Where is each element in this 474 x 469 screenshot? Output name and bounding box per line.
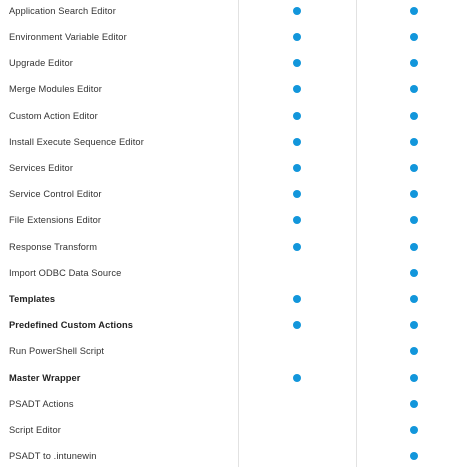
availability-cell-2 bbox=[406, 76, 422, 102]
table-row bbox=[0, 0, 474, 24]
availability-cell-2 bbox=[406, 286, 422, 312]
availability-cell-1 bbox=[289, 76, 305, 102]
feature-label: File Extensions Editor bbox=[9, 215, 102, 226]
availability-cell-1 bbox=[289, 443, 305, 469]
feature-label: Custom Action Editor bbox=[9, 110, 98, 121]
feature-label: Import ODBC Data Source bbox=[9, 267, 122, 278]
availability-cell-1 bbox=[289, 391, 305, 417]
included-dot-icon bbox=[410, 85, 418, 93]
included-dot-icon bbox=[293, 321, 301, 329]
included-dot-icon bbox=[410, 426, 418, 434]
table-row bbox=[0, 312, 474, 338]
availability-cell-1 bbox=[289, 260, 305, 286]
feature-label: Predefined Custom Actions bbox=[9, 320, 134, 331]
included-dot-icon bbox=[410, 164, 418, 172]
availability-cell-2 bbox=[406, 50, 422, 76]
included-dot-icon bbox=[410, 59, 418, 67]
availability-cell-2 bbox=[406, 443, 422, 469]
included-dot-icon bbox=[410, 295, 418, 303]
feature-label: Response Transform bbox=[9, 241, 98, 252]
included-dot-icon bbox=[293, 112, 301, 120]
included-dot-icon bbox=[410, 269, 418, 277]
table-row bbox=[0, 365, 474, 391]
availability-cell-2 bbox=[406, 234, 422, 260]
availability-cell-1 bbox=[289, 207, 305, 233]
availability-cell-2 bbox=[406, 181, 422, 207]
availability-cell-1 bbox=[289, 286, 305, 312]
availability-cell-1 bbox=[289, 312, 305, 338]
feature-label: Service Control Editor bbox=[9, 189, 102, 200]
included-dot-icon bbox=[293, 190, 301, 198]
included-dot-icon bbox=[410, 138, 418, 146]
table-row bbox=[0, 391, 474, 417]
included-dot-icon bbox=[410, 33, 418, 41]
table-row bbox=[0, 181, 474, 207]
table-row bbox=[0, 234, 474, 260]
availability-cell-1 bbox=[289, 0, 305, 24]
included-dot-icon bbox=[293, 138, 301, 146]
table-row bbox=[0, 155, 474, 181]
availability-cell-2 bbox=[406, 129, 422, 155]
table-row bbox=[0, 286, 474, 312]
availability-cell-2 bbox=[406, 103, 422, 129]
availability-cell-1 bbox=[289, 365, 305, 391]
included-dot-icon bbox=[410, 347, 418, 355]
availability-cell-2 bbox=[406, 312, 422, 338]
table-row bbox=[0, 417, 474, 443]
availability-cell-2 bbox=[406, 417, 422, 443]
table-row bbox=[0, 260, 474, 286]
availability-cell-1 bbox=[289, 181, 305, 207]
availability-cell-1 bbox=[289, 338, 305, 364]
included-dot-icon bbox=[410, 216, 418, 224]
included-dot-icon bbox=[293, 216, 301, 224]
included-dot-icon bbox=[293, 85, 301, 93]
table-row bbox=[0, 338, 474, 364]
feature-label: Merge Modules Editor bbox=[9, 84, 102, 95]
feature-label: Templates bbox=[9, 294, 56, 305]
table-row bbox=[0, 443, 474, 469]
table-row bbox=[0, 24, 474, 50]
included-dot-icon bbox=[410, 321, 418, 329]
availability-cell-2 bbox=[406, 365, 422, 391]
included-dot-icon bbox=[293, 33, 301, 41]
availability-cell-1 bbox=[289, 24, 305, 50]
availability-cell-2 bbox=[406, 207, 422, 233]
feature-label: PSADT to .intunewin bbox=[9, 451, 97, 462]
feature-label: Upgrade Editor bbox=[9, 58, 73, 69]
included-dot-icon bbox=[293, 59, 301, 67]
feature-label: Run PowerShell Script bbox=[9, 346, 105, 357]
included-dot-icon bbox=[293, 374, 301, 382]
included-dot-icon bbox=[410, 452, 418, 460]
included-dot-icon bbox=[293, 7, 301, 15]
included-dot-icon bbox=[410, 190, 418, 198]
table-row bbox=[0, 129, 474, 155]
availability-cell-2 bbox=[406, 0, 422, 24]
availability-cell-1 bbox=[289, 155, 305, 181]
feature-label: Environment Variable Editor bbox=[9, 32, 127, 43]
availability-cell-1 bbox=[289, 129, 305, 155]
availability-cell-2 bbox=[406, 24, 422, 50]
feature-label: Application Search Editor bbox=[9, 5, 116, 16]
feature-label: Services Editor bbox=[9, 163, 74, 174]
feature-label: Script Editor bbox=[9, 425, 61, 436]
feature-label: PSADT Actions bbox=[9, 398, 74, 409]
availability-cell-2 bbox=[406, 338, 422, 364]
table-row bbox=[0, 50, 474, 76]
included-dot-icon bbox=[410, 7, 418, 15]
included-dot-icon bbox=[410, 243, 418, 251]
availability-cell-1 bbox=[289, 103, 305, 129]
table-row bbox=[0, 207, 474, 233]
included-dot-icon bbox=[410, 374, 418, 382]
included-dot-icon bbox=[410, 400, 418, 408]
feature-label: Install Execute Sequence Editor bbox=[9, 136, 144, 147]
included-dot-icon bbox=[293, 164, 301, 172]
availability-cell-2 bbox=[406, 155, 422, 181]
included-dot-icon bbox=[293, 295, 301, 303]
included-dot-icon bbox=[293, 243, 301, 251]
table-row bbox=[0, 76, 474, 102]
included-dot-icon bbox=[410, 112, 418, 120]
availability-cell-1 bbox=[289, 234, 305, 260]
table-row bbox=[0, 103, 474, 129]
availability-cell-2 bbox=[406, 260, 422, 286]
feature-label: Master Wrapper bbox=[9, 372, 81, 383]
availability-cell-1 bbox=[289, 50, 305, 76]
availability-cell-1 bbox=[289, 417, 305, 443]
availability-cell-2 bbox=[406, 391, 422, 417]
